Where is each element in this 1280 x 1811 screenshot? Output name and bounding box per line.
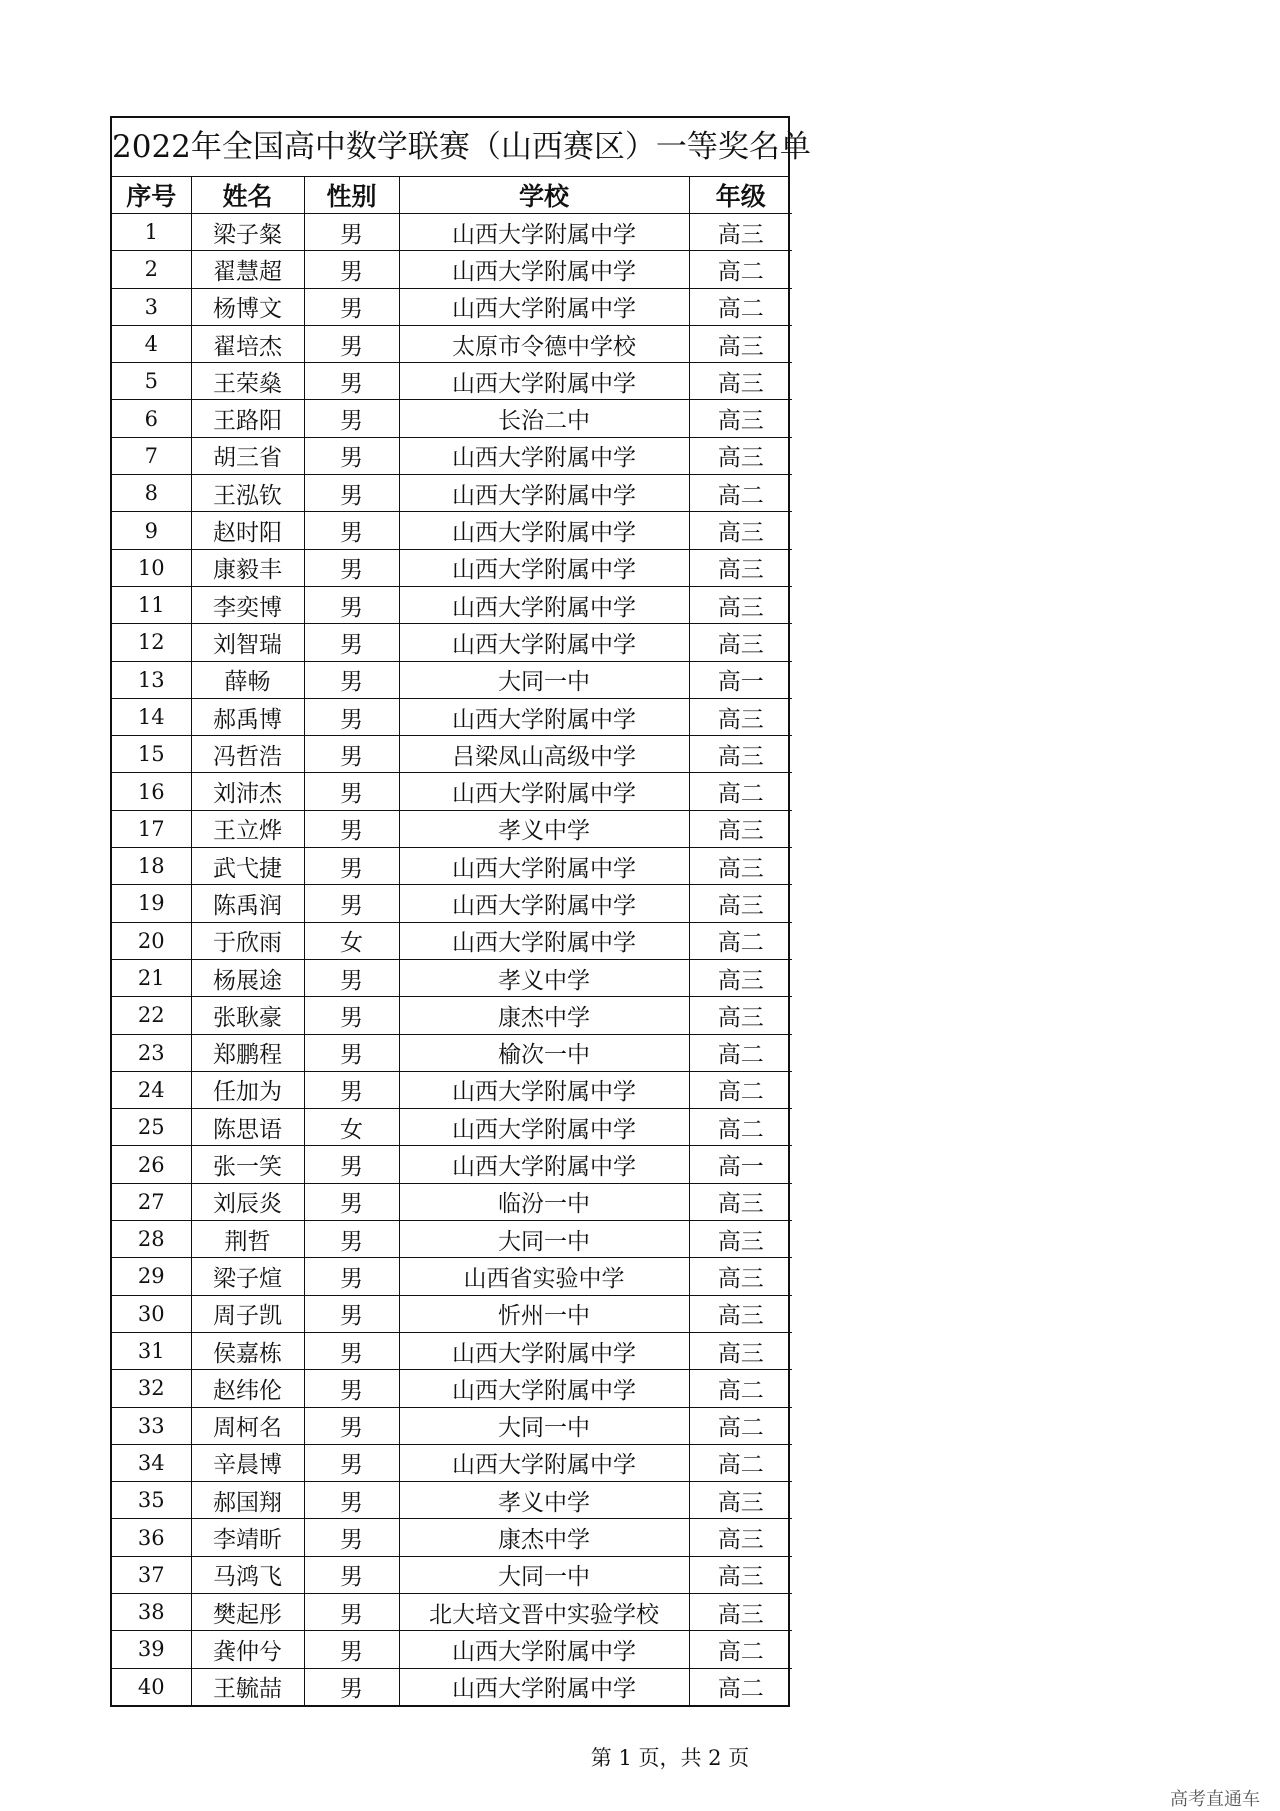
cell-grade: 高二 — [689, 1109, 792, 1146]
cell-name: 王立烨 — [191, 810, 304, 847]
cell-number: 40 — [112, 1668, 191, 1705]
cell-gender: 男 — [304, 810, 399, 847]
cell-name: 刘辰炎 — [191, 1183, 304, 1220]
cell-grade: 高三 — [689, 1221, 792, 1258]
table-row — [112, 885, 792, 922]
cell-name: 郝禹博 — [191, 698, 304, 735]
award-table — [112, 177, 792, 1705]
cell-name: 武弋捷 — [191, 848, 304, 885]
column-header-number: 序号 — [112, 177, 191, 214]
cell-number: 6 — [112, 400, 191, 437]
cell-school: 山西大学附属中学 — [399, 1631, 689, 1668]
cell-name: 樊起彤 — [191, 1593, 304, 1630]
cell-name: 辛晨博 — [191, 1444, 304, 1481]
table-row — [112, 736, 792, 773]
cell-grade: 高三 — [689, 400, 792, 437]
cell-school: 山西大学附属中学 — [399, 1109, 689, 1146]
cell-name: 李靖昕 — [191, 1519, 304, 1556]
table-body — [112, 214, 792, 1705]
cell-gender: 男 — [304, 288, 399, 325]
cell-gender: 男 — [304, 1221, 399, 1258]
award-list-sheet — [110, 116, 811, 1707]
cell-school: 山西大学附属中学 — [399, 214, 689, 251]
cell-school: 大同一中 — [399, 1556, 689, 1593]
table-row — [112, 959, 792, 996]
page-footer: 第 1 页，共 2 页 — [590, 1746, 750, 1770]
cell-school: 山西大学附属中学 — [399, 773, 689, 810]
cell-school: 大同一中 — [399, 1407, 689, 1444]
cell-number: 19 — [112, 885, 191, 922]
cell-gender: 男 — [304, 363, 399, 400]
cell-school: 忻州一中 — [399, 1295, 689, 1332]
table-row — [112, 1109, 792, 1146]
cell-school: 山西大学附属中学 — [399, 922, 689, 959]
cell-grade: 高二 — [689, 773, 792, 810]
cell-name: 梁子煊 — [191, 1258, 304, 1295]
table-row — [112, 475, 792, 512]
cell-number: 37 — [112, 1556, 191, 1593]
cell-name: 郝国翔 — [191, 1482, 304, 1519]
cell-gender: 男 — [304, 959, 399, 996]
cell-school: 山西省实验中学 — [399, 1258, 689, 1295]
cell-name: 赵时阳 — [191, 512, 304, 549]
cell-grade: 高三 — [689, 736, 792, 773]
cell-school: 山西大学附属中学 — [399, 624, 689, 661]
cell-grade: 高二 — [689, 1034, 792, 1071]
table-row — [112, 437, 792, 474]
cell-school: 山西大学附属中学 — [399, 512, 689, 549]
cell-grade: 高二 — [689, 251, 792, 288]
cell-school: 康杰中学 — [399, 997, 689, 1034]
cell-grade: 高三 — [689, 997, 792, 1034]
cell-number: 22 — [112, 997, 191, 1034]
cell-grade: 高三 — [689, 1482, 792, 1519]
table-row — [112, 512, 792, 549]
cell-gender: 男 — [304, 475, 399, 512]
cell-school: 大同一中 — [399, 661, 689, 698]
cell-number: 32 — [112, 1370, 191, 1407]
cell-school: 康杰中学 — [399, 1519, 689, 1556]
cell-gender: 男 — [304, 1407, 399, 1444]
cell-name: 龚仲兮 — [191, 1631, 304, 1668]
cell-grade: 高二 — [689, 1444, 792, 1481]
cell-school: 大同一中 — [399, 1221, 689, 1258]
cell-gender: 男 — [304, 512, 399, 549]
cell-gender: 男 — [304, 736, 399, 773]
cell-number: 17 — [112, 810, 191, 847]
cell-school: 山西大学附属中学 — [399, 586, 689, 623]
table-row — [112, 1631, 792, 1668]
cell-number: 24 — [112, 1071, 191, 1108]
cell-gender: 男 — [304, 1146, 399, 1183]
document-title: 2022年全国高中数学联赛（山西赛区）一等奖名单 — [112, 118, 788, 177]
cell-school: 山西大学附属中学 — [399, 549, 689, 586]
cell-name: 翟慧超 — [191, 251, 304, 288]
cell-school: 山西大学附属中学 — [399, 288, 689, 325]
cell-gender: 男 — [304, 1258, 399, 1295]
cell-grade: 高三 — [689, 1593, 792, 1630]
cell-grade: 高二 — [689, 922, 792, 959]
cell-number: 7 — [112, 437, 191, 474]
table-row — [112, 773, 792, 810]
cell-gender: 男 — [304, 214, 399, 251]
cell-school: 榆次一中 — [399, 1034, 689, 1071]
column-header-gender: 性别 — [304, 177, 399, 214]
cell-grade: 高三 — [689, 437, 792, 474]
cell-name: 王毓喆 — [191, 1668, 304, 1705]
cell-number: 27 — [112, 1183, 191, 1220]
cell-school: 长治二中 — [399, 400, 689, 437]
cell-gender: 男 — [304, 848, 399, 885]
cell-number: 16 — [112, 773, 191, 810]
cell-number: 2 — [112, 251, 191, 288]
cell-name: 陈禹润 — [191, 885, 304, 922]
cell-school: 孝义中学 — [399, 1482, 689, 1519]
cell-name: 张一笑 — [191, 1146, 304, 1183]
cell-grade: 高三 — [689, 1332, 792, 1369]
cell-gender: 男 — [304, 1556, 399, 1593]
cell-name: 于欣雨 — [191, 922, 304, 959]
cell-grade: 高三 — [689, 848, 792, 885]
cell-gender: 男 — [304, 1519, 399, 1556]
cell-school: 太原市令德中学校 — [399, 325, 689, 362]
cell-name: 杨展途 — [191, 959, 304, 996]
cell-name: 陈思语 — [191, 1109, 304, 1146]
cell-number: 35 — [112, 1482, 191, 1519]
table-row — [112, 848, 792, 885]
cell-grade: 高三 — [689, 214, 792, 251]
table-row — [112, 1295, 792, 1332]
cell-grade: 高二 — [689, 1631, 792, 1668]
cell-gender: 男 — [304, 1444, 399, 1481]
cell-number: 3 — [112, 288, 191, 325]
cell-grade: 高三 — [689, 1295, 792, 1332]
cell-gender: 男 — [304, 549, 399, 586]
cell-gender: 男 — [304, 1370, 399, 1407]
cell-school: 山西大学附属中学 — [399, 363, 689, 400]
cell-gender: 男 — [304, 885, 399, 922]
cell-number: 33 — [112, 1407, 191, 1444]
cell-number: 23 — [112, 1034, 191, 1071]
table-row — [112, 1482, 792, 1519]
table-row — [112, 1407, 792, 1444]
cell-gender: 男 — [304, 1482, 399, 1519]
cell-grade: 高三 — [689, 325, 792, 362]
cell-gender: 男 — [304, 698, 399, 735]
table-row — [112, 586, 792, 623]
cell-school: 山西大学附属中学 — [399, 251, 689, 288]
cell-school: 孝义中学 — [399, 810, 689, 847]
header-row — [112, 177, 792, 214]
cell-grade: 高二 — [689, 1407, 792, 1444]
cell-name: 梁子粲 — [191, 214, 304, 251]
cell-grade: 高三 — [689, 1556, 792, 1593]
watermark: 高考直通车 — [1170, 1789, 1260, 1810]
cell-grade: 高三 — [689, 698, 792, 735]
cell-school: 孝义中学 — [399, 959, 689, 996]
table-row — [112, 1519, 792, 1556]
cell-number: 8 — [112, 475, 191, 512]
cell-grade: 高三 — [689, 1519, 792, 1556]
cell-name: 刘沛杰 — [191, 773, 304, 810]
cell-grade: 高一 — [689, 1146, 792, 1183]
cell-grade: 高三 — [689, 1183, 792, 1220]
cell-name: 郑鹏程 — [191, 1034, 304, 1071]
cell-grade: 高三 — [689, 586, 792, 623]
cell-name: 马鸿飞 — [191, 1556, 304, 1593]
cell-gender: 男 — [304, 325, 399, 362]
cell-number: 31 — [112, 1332, 191, 1369]
cell-name: 任加为 — [191, 1071, 304, 1108]
cell-number: 28 — [112, 1221, 191, 1258]
table-row — [112, 363, 792, 400]
column-header-school: 学校 — [399, 177, 689, 214]
cell-school: 山西大学附属中学 — [399, 1370, 689, 1407]
cell-grade: 高三 — [689, 624, 792, 661]
cell-number: 29 — [112, 1258, 191, 1295]
table-row — [112, 214, 792, 251]
cell-number: 26 — [112, 1146, 191, 1183]
cell-grade: 高二 — [689, 288, 792, 325]
table-row — [112, 1221, 792, 1258]
table-row — [112, 288, 792, 325]
cell-number: 18 — [112, 848, 191, 885]
cell-gender: 女 — [304, 1109, 399, 1146]
table-row — [112, 1668, 792, 1705]
cell-name: 周柯名 — [191, 1407, 304, 1444]
cell-gender: 女 — [304, 922, 399, 959]
cell-school: 山西大学附属中学 — [399, 1146, 689, 1183]
table-row — [112, 810, 792, 847]
column-header-name: 姓名 — [191, 177, 304, 214]
table-row — [112, 1258, 792, 1295]
cell-gender: 男 — [304, 437, 399, 474]
cell-number: 34 — [112, 1444, 191, 1481]
cell-number: 5 — [112, 363, 191, 400]
cell-grade: 高一 — [689, 661, 792, 698]
cell-number: 30 — [112, 1295, 191, 1332]
table-row — [112, 1556, 792, 1593]
table-row — [112, 1444, 792, 1481]
cell-number: 12 — [112, 624, 191, 661]
cell-grade: 高二 — [689, 1370, 792, 1407]
cell-gender: 男 — [304, 1295, 399, 1332]
cell-grade: 高二 — [689, 1071, 792, 1108]
cell-number: 1 — [112, 214, 191, 251]
cell-name: 赵纬伦 — [191, 1370, 304, 1407]
cell-name: 李奕博 — [191, 586, 304, 623]
table-row — [112, 251, 792, 288]
cell-gender: 男 — [304, 661, 399, 698]
cell-name: 张耿豪 — [191, 997, 304, 1034]
cell-school: 山西大学附属中学 — [399, 1332, 689, 1369]
cell-school: 山西大学附属中学 — [399, 1444, 689, 1481]
table-row — [112, 661, 792, 698]
cell-number: 20 — [112, 922, 191, 959]
cell-gender: 男 — [304, 773, 399, 810]
table-row — [112, 325, 792, 362]
cell-school: 山西大学附属中学 — [399, 1668, 689, 1705]
cell-gender: 男 — [304, 1593, 399, 1630]
cell-name: 薛畅 — [191, 661, 304, 698]
cell-school: 山西大学附属中学 — [399, 475, 689, 512]
cell-gender: 男 — [304, 624, 399, 661]
cell-number: 38 — [112, 1593, 191, 1630]
cell-gender: 男 — [304, 1332, 399, 1369]
cell-grade: 高二 — [689, 475, 792, 512]
cell-gender: 男 — [304, 1631, 399, 1668]
cell-name: 周子凯 — [191, 1295, 304, 1332]
table-row — [112, 1146, 792, 1183]
cell-name: 侯嘉栋 — [191, 1332, 304, 1369]
cell-school: 山西大学附属中学 — [399, 885, 689, 922]
cell-gender: 男 — [304, 1071, 399, 1108]
cell-name: 杨博文 — [191, 288, 304, 325]
table-header — [112, 177, 792, 214]
cell-number: 39 — [112, 1631, 191, 1668]
cell-gender: 男 — [304, 997, 399, 1034]
cell-grade: 高二 — [689, 1668, 792, 1705]
cell-name: 翟培杰 — [191, 325, 304, 362]
table-row — [112, 1370, 792, 1407]
cell-number: 36 — [112, 1519, 191, 1556]
cell-number: 15 — [112, 736, 191, 773]
cell-number: 13 — [112, 661, 191, 698]
cell-number: 11 — [112, 586, 191, 623]
cell-name: 王荣燊 — [191, 363, 304, 400]
cell-name: 王泓钦 — [191, 475, 304, 512]
cell-name: 王路阳 — [191, 400, 304, 437]
column-header-grade: 年级 — [689, 177, 792, 214]
cell-gender: 男 — [304, 586, 399, 623]
cell-name: 冯哲浩 — [191, 736, 304, 773]
table-row — [112, 997, 792, 1034]
cell-school: 临汾一中 — [399, 1183, 689, 1220]
cell-number: 25 — [112, 1109, 191, 1146]
table-row — [112, 1183, 792, 1220]
table-row — [112, 1071, 792, 1108]
cell-grade: 高三 — [689, 885, 792, 922]
table-row — [112, 549, 792, 586]
cell-number: 4 — [112, 325, 191, 362]
cell-school: 山西大学附属中学 — [399, 1071, 689, 1108]
cell-school: 山西大学附属中学 — [399, 848, 689, 885]
cell-number: 10 — [112, 549, 191, 586]
cell-gender: 男 — [304, 251, 399, 288]
cell-school: 北大培文晋中实验学校 — [399, 1593, 689, 1630]
cell-name: 刘智瑞 — [191, 624, 304, 661]
table-row — [112, 1332, 792, 1369]
cell-gender: 男 — [304, 400, 399, 437]
cell-school: 吕梁凤山高级中学 — [399, 736, 689, 773]
table-row — [112, 624, 792, 661]
cell-grade: 高三 — [689, 959, 792, 996]
cell-grade: 高三 — [689, 1258, 792, 1295]
table-row — [112, 922, 792, 959]
table-row — [112, 1593, 792, 1630]
cell-number: 21 — [112, 959, 191, 996]
cell-number: 9 — [112, 512, 191, 549]
cell-grade: 高三 — [689, 363, 792, 400]
cell-name: 荆哲 — [191, 1221, 304, 1258]
cell-name: 康毅丰 — [191, 549, 304, 586]
cell-name: 胡三省 — [191, 437, 304, 474]
table-row — [112, 400, 792, 437]
table-row — [112, 1034, 792, 1071]
cell-gender: 男 — [304, 1668, 399, 1705]
cell-gender: 男 — [304, 1034, 399, 1071]
cell-school: 山西大学附属中学 — [399, 698, 689, 735]
cell-grade: 高三 — [689, 549, 792, 586]
cell-grade: 高三 — [689, 512, 792, 549]
table-row — [112, 698, 792, 735]
cell-grade: 高三 — [689, 810, 792, 847]
cell-gender: 男 — [304, 1183, 399, 1220]
cell-school: 山西大学附属中学 — [399, 437, 689, 474]
cell-number: 14 — [112, 698, 191, 735]
